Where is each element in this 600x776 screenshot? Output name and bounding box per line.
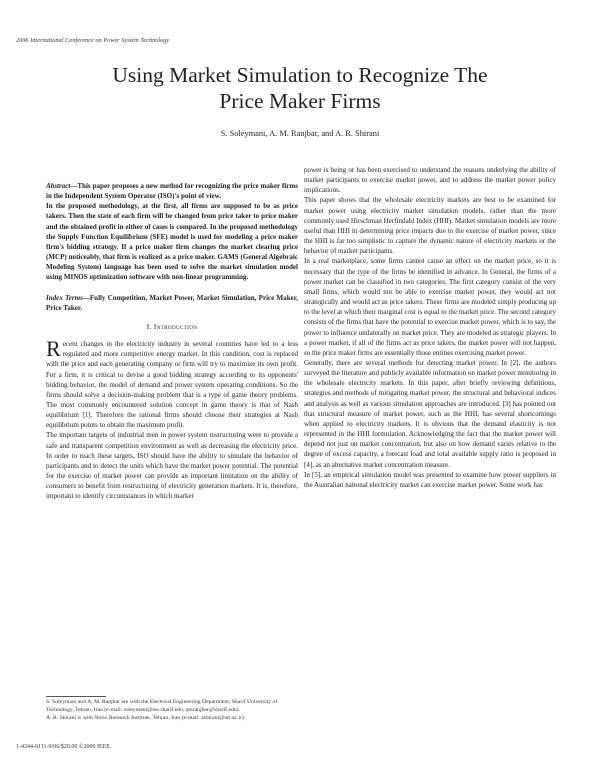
- index-terms: [46, 293, 298, 313]
- title-line-2: Price Maker Firms: [219, 89, 381, 113]
- copyright-notice: 1-4244-0111-9/06/$20.00 ©2006 IEEE.: [16, 744, 112, 750]
- index-terms-lead: Index Terms: [46, 293, 83, 302]
- footnote-divider: [46, 696, 106, 697]
- right-paragraph-3: In a real marketplace, some firms cannot cause an effect on the market price, so it is necessary that the type of the firms be identified in advance. In General, the firms of a power market can be classified in two categories. The first category consist of the very small firms, which would not be able to exercise market power, they would act not strategically and would act as price takers. These firms are modeled simply producing up to the level at which their marginal cost is equal to the market price. The second category consists of the firms that have the potential to exercise market power, which is to say, the power to influence unilaterally on market price. They are modeled as strategic players. In a power market, if all of the firms act as price takers, the market power will not happen, so the price maker firms are essentially those entities exercising market power.: [304, 257, 556, 357]
- abstract: [46, 181, 298, 283]
- index-terms-text: —Fully Competition, Market Power, Market Simulation, Price Maker, Price Taker.: [46, 293, 298, 312]
- index-terms-para: [46, 293, 298, 313]
- footnotes: [46, 699, 298, 722]
- right-column: [304, 165, 556, 490]
- right-paragraph-5: In [5], an empirical simulation model was presented to examine how power suppliers in the Australian national electricity market can exercise market power. Some work has: [304, 470, 556, 489]
- section-heading-introduction: I. Introduction: [146, 322, 198, 331]
- footnote-1: S. Soleymani and A. M. Ranjbar are with the Electrical Engineering Department, Sharif University of Technology, Tehran, Iran (e-mail: soleymani@iee.sharif.edu, amranjbar@sharif.edu).: [46, 699, 278, 713]
- abstract-text-1: —This paper proposes a new method for recognizing the price maker firms in the Independent System Operator (ISO)'s point of view.: [46, 182, 298, 201]
- left-column: [46, 181, 298, 502]
- paper-title: [60, 62, 540, 114]
- paper-authors: S. Soleymani, A. M. Ranjbar, and A. R. Shirani: [220, 129, 380, 138]
- right-paragraph-4: Generally, there are several methods for detecting market power. In [2], the authors surveyed the literature and publicly available information on market power monitoring in the wholesale electricity markets. In this paper, after briefly reviewing definitions, strategies and methods of mitigating market power, the structural and behavioral indices and analysis as well as various simulation approaches are introduced. [3] has pointed out that structural measure of market power, such as the HHI, has several shortcomings when applied to electricity markets. It is obvious that the demand elasticity is not represented in the HHI formulation. Acknowledging the fact that the market power will depend not just on market concentration, but also on how demand varies relative to the degree of excess capacity, a forecast load and total available supply ratio is proposed in [4], as an alternative market concentration measure.: [304, 358, 556, 469]
- footnote-2: A. R. Shirani is with Niroo Research Institute, Tehran, Iran (e-mail: ashirani@nri.ac.ir).: [46, 714, 246, 721]
- conference-header: 2006 International Conference on Power System Technology: [16, 37, 170, 44]
- intro-paragraph-1: Recent changes in the electricity industry in several countries have led to a less regulated and more competitive energy market. In this condition, cost is replaced with the price and each generating company or firm will try to maximize its own profit. For a firm, it is critical to devise a good bidding strategy according to its opponents' bidding behavior, the model of demand and power system operating conditions. So the firms should solve a decision-making problem that is a type of game theory problems. The most commonly encountered solution concept in game theory is that of Nash equilibrium [1]. Therefore the rational firms should choose their strategies at Nash equilibrium points to obtain the maximum profit.: [46, 336, 298, 430]
- abstract-text-2: In the proposed methodology, at the first, all firms are supposed to be as price takers. Then the state of each firm will be changed from price taker to price maker and the obtained profit in either of cases is compared. In the proposed methodology the Supply Function Equilibrium (SFE) model is used for modeling a price maker firm's bidding strategy. If a price maker firm changes the market clearing price (MCP) noticeably, that firm is realized as a price maker. GAMS (General Algebraic Modeling System) language has been used to solve the market simulation model using MINOS optimization software with non-linear programming.: [46, 202, 298, 282]
- abstract-para-1: [46, 181, 298, 201]
- right-paragraph-1: power is being or has been exercised to understand the reasons underlying the ability of market participants to exercise market power, and to address the market power policy implications.: [304, 166, 556, 195]
- right-paragraph-2: This paper shows that the wholesale electricity markets are best to be examined for market power using electricity market simulation models, rather than the more commonly used Hirschman Herfindahl Index (HHI). Market simulation models are more useful than HHI in determining price impacts due to the exercise of market power, since the HHI is far too simplistic to capture the dynamic nature of electricity markets or the behavior of market participants.: [304, 196, 556, 256]
- abstract-lead: Abstract: [46, 182, 71, 190]
- intro-paragraph-2: The important targets of industrial men in power system restructuring were to provide a safe and transparent competition environment as well as decreasing the electricity price. In order to reach these targets, ISO should have the ability to simulate the behavior of participants and to detect the units which have the market power potential. The potential for the exercise of market power can provide an important limitation on the ability of consumers to benefit from restructuring of electricity generation markets. It is, therefore, important to identify circumstances in which market: [46, 431, 298, 501]
- title-line-1: Using Market Simulation to Recognize The: [112, 63, 488, 87]
